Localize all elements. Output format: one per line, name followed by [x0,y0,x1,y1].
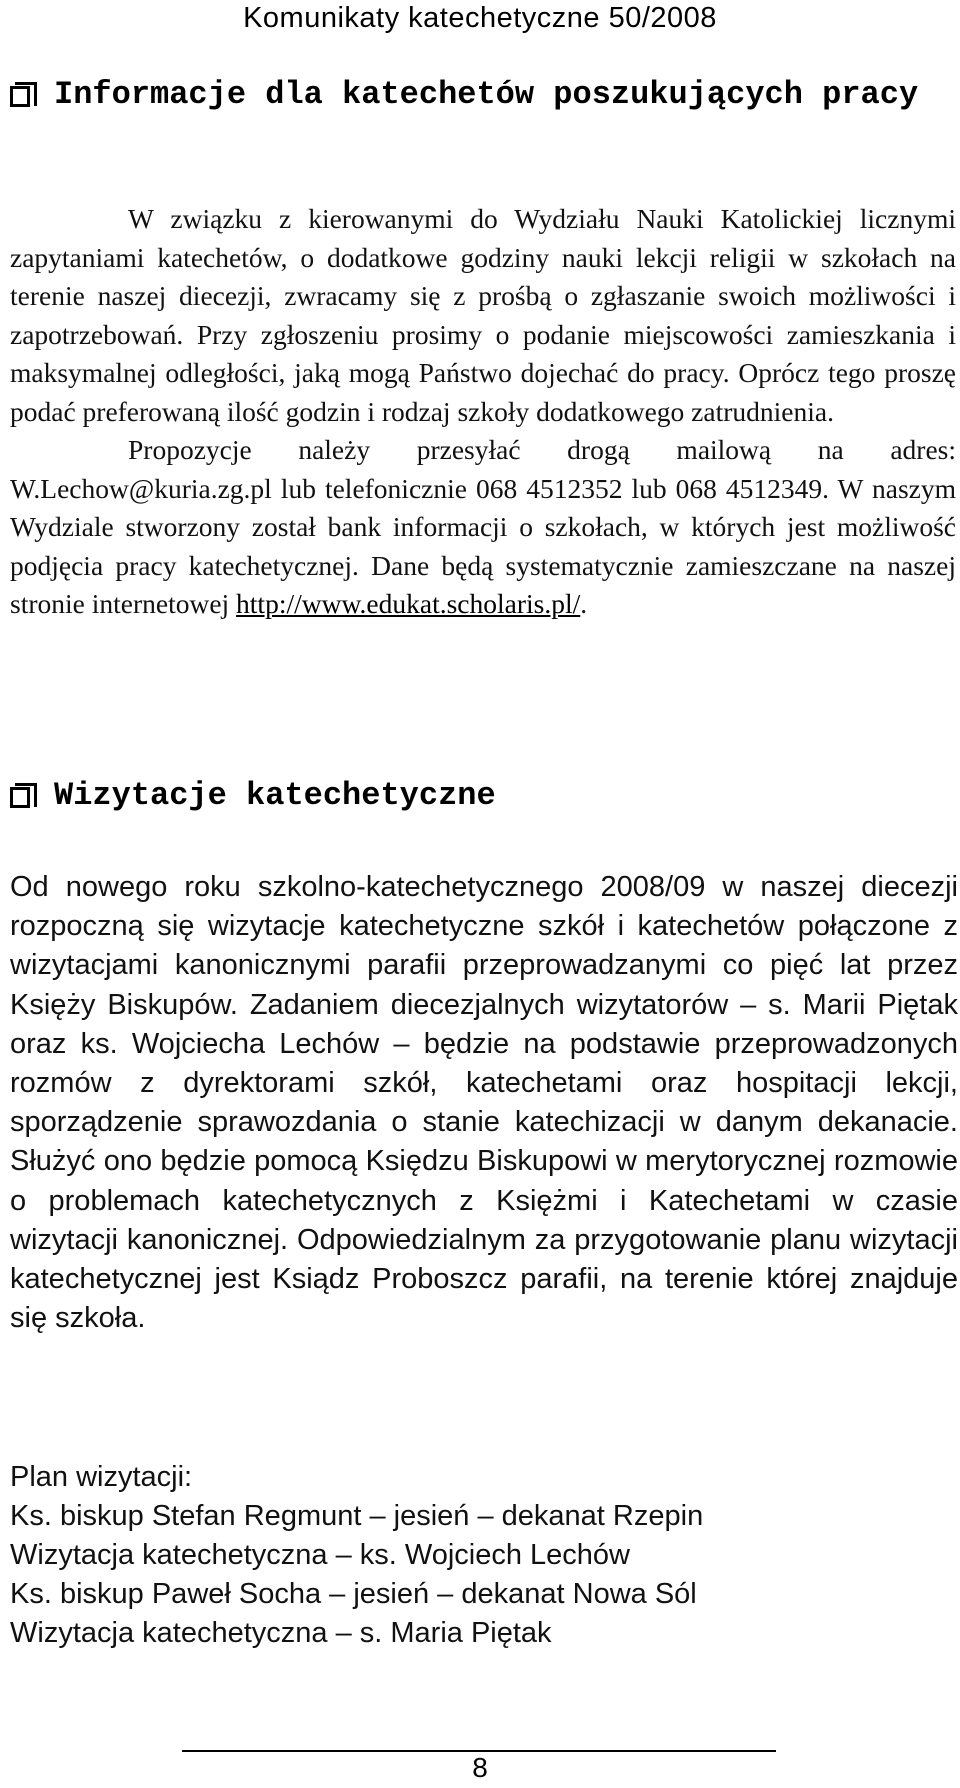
job-info-body [10,200,956,624]
edukat-website-link[interactable]: http://www.edukat.scholaris.pl/ [236,588,581,619]
job-info-paragraph-2-end: . [580,588,588,619]
plan-line: Ks. biskup Stefan Regmunt – jesień – dekanat Rzepin [10,1500,704,1532]
page-number: 8 [472,1752,488,1783]
plan-line: Wizytacja katechetyczna – ks. Wojciech Lechów [10,1539,631,1571]
running-header: Komunikaty katechetyczne 50/2008 [243,2,717,34]
section-heading-visitations [10,773,950,819]
job-info-paragraph-2 [10,431,956,624]
plan-line: Wizytacja katechetyczna – s. Maria Piętak [10,1617,552,1649]
section-heading-job-info [10,72,950,118]
job-info-paragraph-2-text: Propozycje należy przesyłać drogą mailową na adres: W.Lechow@kuria.zg.pl lub telefonicznie 068 4512352 lub 068 4512349. W naszym Wydziale stworzony został bank informacji o szkołach, w których jest możliwość podjęcia pracy katechetycznej. Dane będą systematycznie zamieszczane na naszej stronie internetowej [10,434,956,619]
job-info-paragraph-1: W związku z kierowanymi do Wydziału Nauki Katolickiej licznymi zapytaniami katechetów, o dodatkowe godziny nauki lekcji religii w szkołach na terenie naszej diecezji, zwracamy się z prośbą o zgłaszanie swoich możliwości i zapotrzebowań. Przy zgłoszeniu prosimy o podanie miejscowości zamieszkania i maksymalnej odległości, jaką mogą Państwo dojechać do pracy. Oprócz tego proszę podać preferowaną ilość godzin i rodzaj szkoły dodatkowego zatrudnienia. [10,203,956,427]
plan-title: Plan wizytacji: [10,1461,193,1493]
section-heading-text: Wizytacje katechetyczne [54,777,496,814]
checkbox-bullet-icon [10,783,36,811]
visitation-plan [10,1458,950,1653]
section-heading-text: Informacje dla katechetów poszukujących pracy [54,76,919,113]
checkbox-bullet-icon [10,82,36,110]
plan-line: Ks. biskup Paweł Socha – jesień – dekanat Nowa Sól [10,1578,697,1610]
visitations-body: Od nowego roku szkolno-katechetycznego 2008/09 w naszej diecezji rozpoczną się wizytacje katechetyczne szkół i katechetów połączone z wizytacjami kanonicznymi parafii przeprowadzanymi co pięć lat przez Księży Biskupów. Zadaniem diecezjalnych wizytatorów – s. Marii Piętak oraz ks. Wojciecha Lechów – będzie na podstawie przeprowadzonych rozmów z dyrektorami szkół, katechetami oraz hospitacji lekcji, sporządzenie sprawozdania o stanie katechizacji w danym dekanacie. Służyć ono będzie pomocą Księdzu Biskupowi w merytorycznej rozmowie o problemach katechetycznych z Księżmi i Katechetami w czasie wizytacji kanonicznej. Odpowiedzialnym za przygotowanie planu wizytacji katechetycznej jest Ksiądz Proboszcz parafii, na terenie której znajduje się szkoła. [10,871,958,1335]
